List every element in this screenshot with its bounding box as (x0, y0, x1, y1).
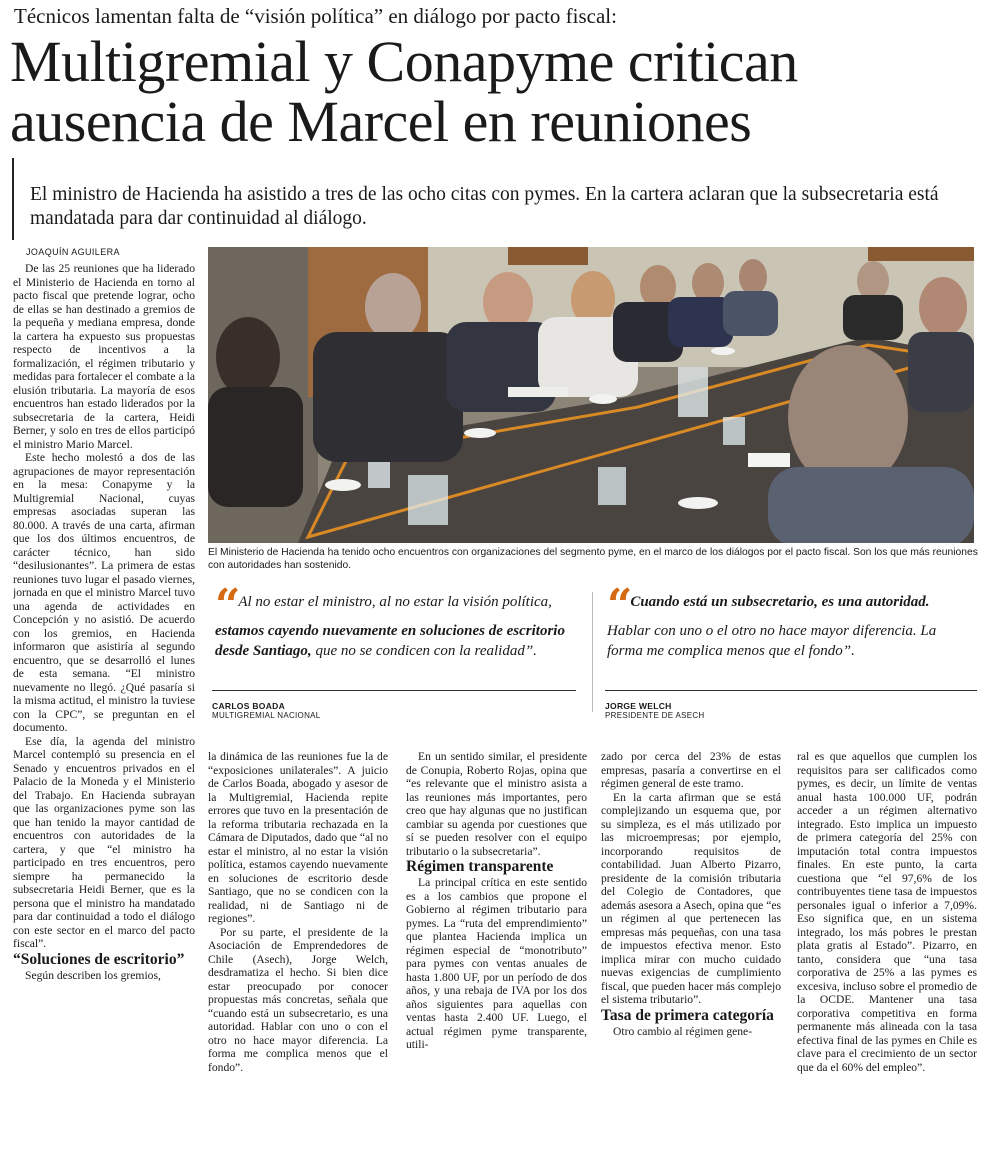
meeting-photo (208, 247, 974, 543)
quote-author-name: CARLOS BOADA (212, 701, 286, 711)
paragraph: la dinámica de las reuniones fue la de “exposiciones unilaterales”. A juicio de Carlos Boada, abogado y asesor de la Multigremial, Hacienda repite errores que tuvo en la presentación de la reforma tributaria rechazada en la Cámara de Diputados, dado que “al no estar el ministro, al no estar la visión política, estamos cayendo nuevamente en soluciones de escritorio desde Santiago, que no se condicen con la realidad, ni de Santiago ni de regiones”. (208, 750, 388, 925)
paragraph: Según describen los gremios, (25, 968, 161, 982)
quote-author-role: MULTIGREMIAL NACIONAL (212, 711, 321, 720)
kicker: Técnicos lamentan falta de “visión política” en diálogo por pacto fiscal: (14, 4, 617, 28)
quote-attribution-boada (212, 701, 321, 721)
quote-mark-icon: “ (215, 580, 235, 631)
quote-text: que no se condicen con la realidad”. (311, 643, 537, 659)
paragraph: En un sentido similar, el presidente de Conupia, Roberto Rojas, opina que “es relevante que el ministro asista a las reuniones más importantes, pero creo que hay algunas que no justifican cambiar su agenda por cuestiones que sí se pueden resolver con el equipo tributario o la subsecretaria”. (406, 750, 587, 858)
byline: JOAQUÍN AGUILERA (26, 247, 120, 257)
headline: Multigremial y Conapyme critican ausencia de Marcel en reuniones (10, 29, 798, 154)
subhead-rule (12, 158, 14, 240)
quote-author-role: PRESIDENTE DE ASECH (605, 711, 705, 720)
body-column-1 (13, 262, 195, 1142)
body-column-2 (208, 750, 388, 1142)
quote-text-bold: Cuando está un subsecretario, es una autoridad. (630, 594, 930, 610)
paragraph: De las 25 reuniones que ha liderado el Ministerio de Hacienda en torno al pacto fiscal que pretende lograr, ocho de ellas se han destinado a gremios de la pequeña y mediana empresa, donde la cartera ha expuesto sus propuestas respecto de incentivos a la formalización, el régimen tributario y medidas para fortalecer el combate a la elusión tributaria. La mayoría de esos encuentros han estado liderados por la subsecretaria de la cartera, Heidi Berner, y solo en tres de ellos participó el ministro Mario Marcel. (13, 262, 195, 451)
quote-divider (592, 592, 593, 712)
body-column-3 (406, 750, 587, 1142)
paragraph: Por su parte, el presidente de la Asociación de Emprendedores de Chile (Asech), Jorge Welch, desdramatiza el hecho. Si bien dice estar preocupado por conocer propuestas más concretas, señala que “cuando está un subsecretario, es una autoridad. Hablar con uno o con el otro no hace mayor diferencia. La forma me complica menos que el fondo”. (208, 925, 388, 1074)
quote-rule (605, 690, 977, 691)
paragraph: Ese día, la agenda del ministro Marcel contempló su presencia en el Senado y encuentros privados en el Palacio de la Moneda y el Ministerio del Trabajo. En Hacienda subrayan que las organizaciones pyme son las que han tenido la mayor cantidad de encuentros con autoridades de la cartera, y que “el ministro ha participado en tres encuentros, pero siempre ha permanecido la subsecretaria Heidi Berner, que es la persona que el ministro ha mandatado para dar continuidad a todo el diálogo con este sector en el marco del pacto fiscal”. (13, 734, 195, 950)
photo-caption: El Ministerio de Hacienda ha tenido ocho encuentros con organizaciones del segmento pyme, en el marco de los diálogos por el pacto fiscal. Son los que más reuniones con autoridades han sostenido. (208, 547, 978, 571)
quote-text-bold: estamos cayendo nuevamente en soluciones de escritorio desde Santiago, (215, 623, 565, 659)
quote-author-name: JORGE WELCH (605, 701, 672, 711)
paragraph: Este hecho molestó a dos de las agrupaciones de mayor representación en la mesa: Conapyme y la Multigremial Nacional, cuyas empresas asociadas superan las 80.000. A través de una carta, afirman que los dos últimos encuentros, de carácter técnico, han sido “desilusionantes”. La primera de estas reuniones tuvo lugar el pasado viernes, jornada en que el ministro Marcel tuvo una agenda de actividades en Concepción y no asistió. De acuerdo con los gremios, en Hacienda informaron que asistiría al segundo encuentro, que se desarrolló el lunes de esta semana. “El ministro nuevamente no llegó. ¿Qué pasaría si la misma actitud, el ministro la tuviese con la CPC”, se preguntan en el documento. (13, 451, 195, 734)
quote-rule (212, 690, 576, 691)
quote-mark-icon: “ (607, 580, 627, 631)
pull-quote-boada (215, 580, 570, 661)
section-subtitle-regimen: Régimen transparente (406, 858, 554, 875)
body-column-4 (601, 750, 781, 1142)
quote-text: Al no estar el ministro, al no estar la visión política, (238, 594, 552, 610)
meeting-photo-illustration (208, 247, 974, 543)
paragraph: zado por cerca del 23% de estas empresas, pasaría a convertirse en el régimen general de este tramo. (601, 750, 781, 790)
paragraph: La principal crítica en este sentido es a los cambios que propone el Gobierno al régimen tributario para pymes. La “ruta del emprendimiento” que plantea Hacienda implica un régimen especial de “monotributo” para pymes con ventas anuales de hasta 1.800 UF, por un período de dos años, y una rebaja de IVA por los dos años siguientes para aquellas con ventas hasta 2.400 UF. Luego, el actual régimen pyme transparente, utili- (406, 876, 587, 1051)
pull-quote-welch (607, 580, 967, 661)
paragraph: Otro cambio al régimen gene- (613, 1024, 753, 1038)
section-subtitle-soluciones: “Soluciones de escritorio” (13, 950, 185, 968)
subhead: El ministro de Hacienda ha asistido a tres de las ocho citas con pymes. En la cartera aclaran que la subsecretaria está mandatada para dar continuidad al diálogo. (30, 184, 939, 229)
body-column-5 (797, 750, 977, 1142)
section-subtitle-tasa: Tasa de primera categoría (601, 1006, 774, 1024)
paragraph: ral es que aquellos que cumplen los requisitos para ser calificados como pymes, es decir, un límite de ventas anual hasta 100.000 UF, podrán acceder a un régimen alternativo integrado. Esto implica un impuesto de primera categoría del 25% con imputación total contra impuestos finales. En este punto, la carta cuestiona que “el 97,6% de los contribuyentes tiene tasa de impuestos personales igual o inferior a 7,09%. Eso significa que, en un sistema integrado, los más pobres le prestan plata gratis al Estado”. Pizarro, en tanto, considera que “una tasa corporativa de 25% a las pymes es excesiva, incluso sobre el promedio de la OCDE. Mantener una tasa corporativa competitiva en forma permanente más alineada con la tasa efectiva final de las pymes en Chile es clave para el crecimiento de un sector que da el 60% del empleo”. (797, 750, 977, 1074)
paragraph: En la carta afirman que se está complejizando un esquema que, por su simpleza, es el más utilizado por las microempresas; por ejemplo, incorporando requisitos de contabilidad. Juan Alberto Pizarro, presidente de la comisión tributaria del Colegio de Contadores, que además asesora a Asech, opina que “es un régimen al que pertenecen las empresas más pequeñas, con una tasa de impuestos efectiva menor. Esto implica mirar con mucho cuidado nuevas exigencias de cumplimiento fiscal, que pueden hacer más complejo el sistema tributario”. (601, 790, 781, 1006)
quote-attribution-welch (605, 701, 705, 721)
quote-text: Hablar con uno o el otro no hace mayor diferencia. La forma me complica menos que el fondo”. (607, 623, 937, 659)
